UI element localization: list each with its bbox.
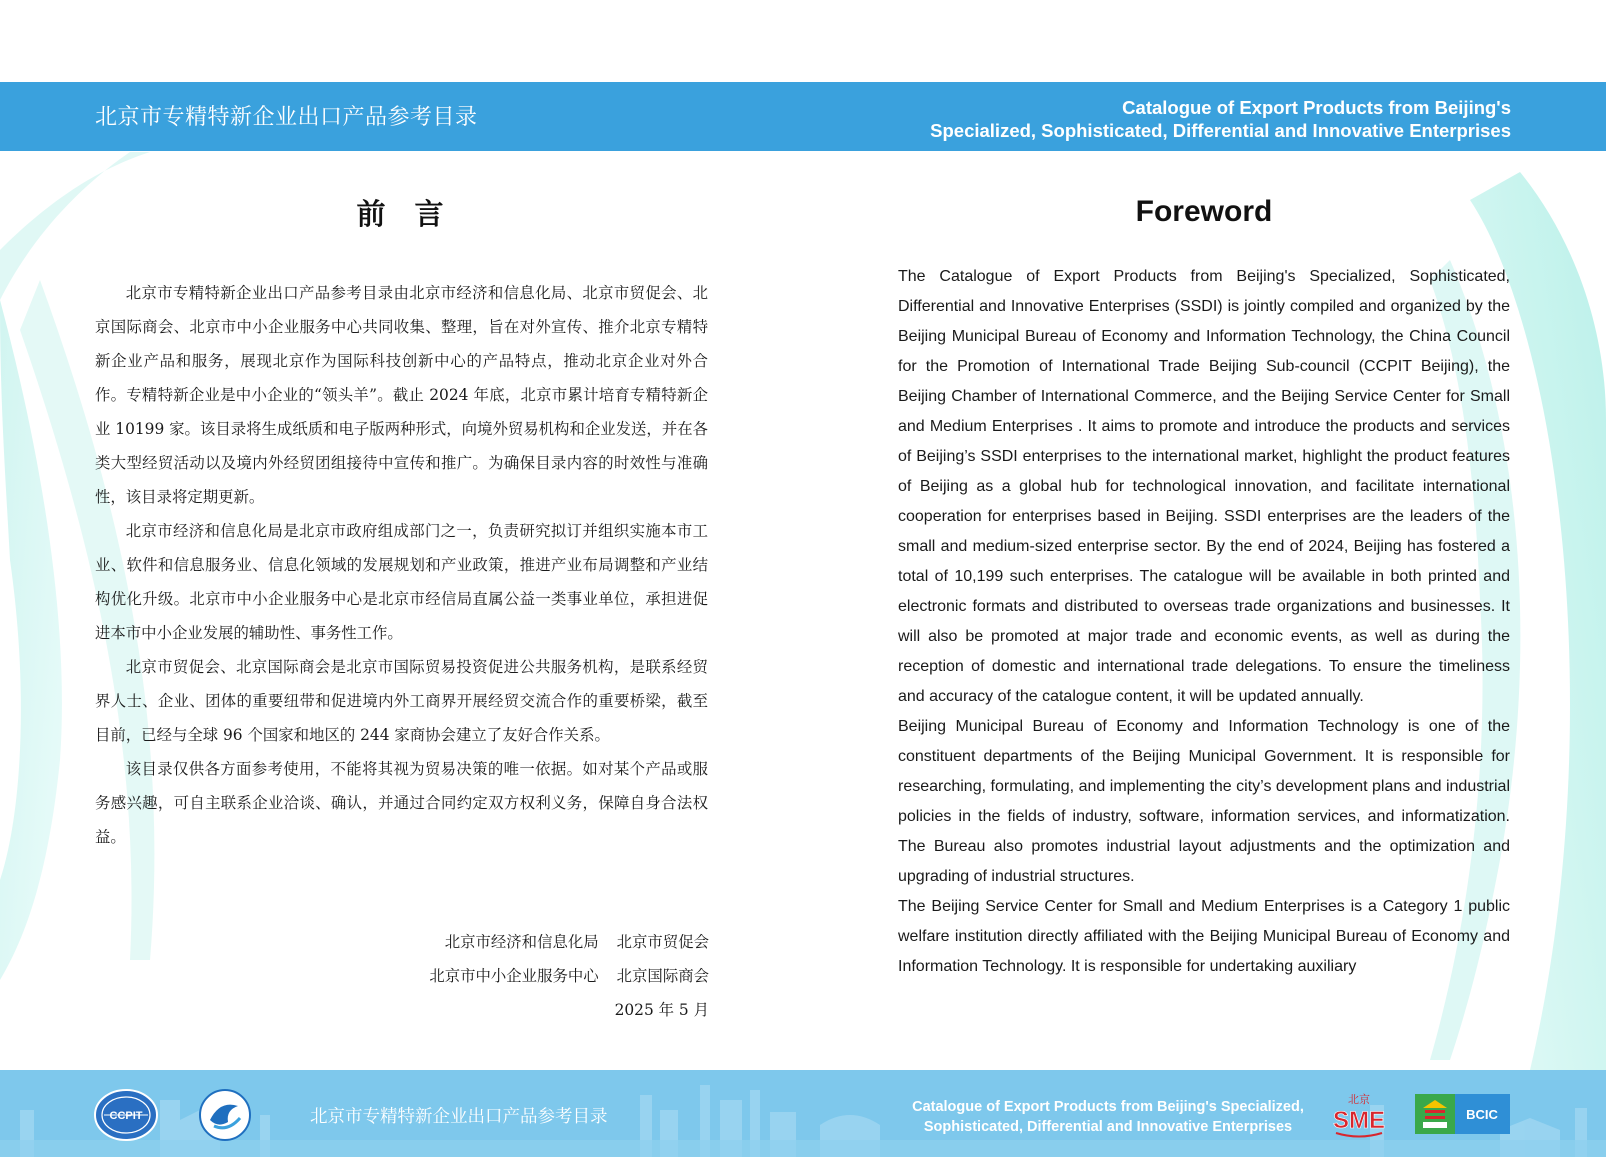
signature-org: 北京国际商会: [616, 967, 709, 985]
sme-logo-text: SME: [1332, 1107, 1386, 1134]
foreword-paragraph: The Beijing Service Center for Small and Medium Enterprises is a Category 1 public welfare institution directly affiliated with the Beijing Municipal Bureau of Economy and Information Technology. It is responsible for undertaking auxiliary: [898, 898, 1510, 975]
foreword-body: [898, 262, 1510, 982]
signature-org: 北京市经济和信息化局: [444, 933, 599, 951]
beijing-sme-center-logo: [198, 1088, 252, 1142]
preface-paragraph: 该目录仅供各方面参考使用，不能将其视为贸易决策的唯一依据。如对某个产品或服务感兴趣，可自主联系企业洽谈、确认，并通过合同约定双方权利义务，保障自身合法权益。: [95, 760, 708, 846]
preface-paragraph: 北京市经济和信息化局是北京市政府组成部门之一，负责研究拟订并组织实施本市工业、软件和信息服务业、信息化领域的发展规划和产业政策，推进产业布局调整和产业结构优化升级。北京市中小企业服务中心是北京市经信局直属公益一类事业单位，承担进促进本市中小企业发展的辅助性、事务性工作。: [95, 522, 708, 642]
foreword-paragraph: Beijing Municipal Bureau of Economy and Information Technology is one of the constituent departments of the Beijing Municipal Government. It is responsible for researching, formulating, and implementing the city’s development plans and industrial policies in the fields of industry, software, information services, and informatization. The Bureau also promotes industrial layout adjustments and the optimization and upgrading of industrial structures.: [898, 718, 1510, 885]
preface-signature: [429, 925, 709, 1027]
signature-date: 2025 年 5 月: [614, 1001, 709, 1019]
footer-title-en-line2: Sophisticated, Differential and Innovative Enterprises: [923, 1119, 1293, 1135]
header-title-en-line1: Catalogue of Export Products from Beijing's: [1122, 97, 1511, 118]
header-title-en: [930, 96, 1511, 142]
preface-title: 前 言: [356, 197, 444, 231]
ccpit-logo: [93, 1088, 159, 1142]
signature-line: [429, 959, 709, 993]
preface-body: [95, 276, 708, 854]
foreword-title: Foreword: [1135, 195, 1273, 228]
footer-title-en: [893, 1097, 1323, 1137]
sme-logo-top: 北京: [1348, 1093, 1370, 1106]
signature-org: 北京市中小企业服务中心: [429, 967, 599, 985]
ccpit-logo-text: CCPIT: [109, 1110, 143, 1122]
signature-line: [429, 925, 709, 959]
preface-paragraph: 北京市专精特新企业出口产品参考目录由北京市经济和信息化局、北京市贸促会、北京国际商会、北京市中小企业服务中心共同收集、整理，旨在对外宣传、推介北京专精特新企业产品和服务，展现北京作为国际科技创新中心的产品特点，推动北京企业对外合作。专精特新企业是中小企业的“领头羊”。截止 2024 年底，北京市累计培育专精特新企业 10199 家。该目录将生成纸质和电子版两种形式，向境外贸易机构和企业发送，并在各类大型经贸活动以及境内外经贸团组接待中宣传和推广。为确保目录内容的时效性与准确性，该目录将定期更新。: [95, 284, 708, 506]
footer-title-zh: 北京市专精特新企业出口产品参考目录: [310, 1107, 608, 1127]
bcic-logo: [1415, 1094, 1510, 1134]
header-title-en-line2: Specialized, Sophisticated, Differential and Innovative Enterprises: [930, 120, 1511, 141]
foreword-paragraph: The Catalogue of Export Products from Beijing's Specialized, Sophisticated, Differential and Innovative Enterprises (SSDI) is jointly compiled and organized by the Beijing Municipal Bureau of Economy and Information Technology, the China Council for the Promotion of International Trade Beijing Sub-council (CCPIT Beijing), the Beijing Chamber of International Commerce, and the Beijing Service Center for Small and Medium Enterprises . It aims to promote and introduce the products and services of Beijing’s SSDI enterprises to the international market, highlight the product features of Beijing as a global hub for technological innovation, and facilitate international cooperation for enterprises based in Beijing. SSDI enterprises are the leaders of the small and medium-sized enterprise sector. By the end of 2024, Beijing has fostered a total of 10,199 such enterprises. The catalogue will be available in both printed and electronic formats and distributed to overseas trade organizations and businesses. It will also be promoted at major trade and economic events, as well as during the reception of domestic and international trade delegations. To ensure the timeliness and accuracy of the catalogue content, it will be updated annually.: [898, 268, 1510, 705]
preface-paragraph: 北京市贸促会、北京国际商会是北京市国际贸易投资促进公共服务机构，是联系经贸界人士、企业、团体的重要纽带和促进境内外工商界开展经贸交流合作的重要桥梁，截至目前，已经与全球 96 个国家和地区的 244 家商协会建立了友好合作关系。: [95, 658, 708, 744]
header-title-zh: 北京市专精特新企业出口产品参考目录: [95, 105, 478, 130]
sme-logo: [1330, 1090, 1388, 1140]
signature-org: 北京市贸促会: [616, 933, 709, 951]
bcic-logo-text: BCIC: [1466, 1107, 1498, 1122]
footer-title-en-line1: Catalogue of Export Products from Beijing's Specialized,: [912, 1099, 1304, 1115]
